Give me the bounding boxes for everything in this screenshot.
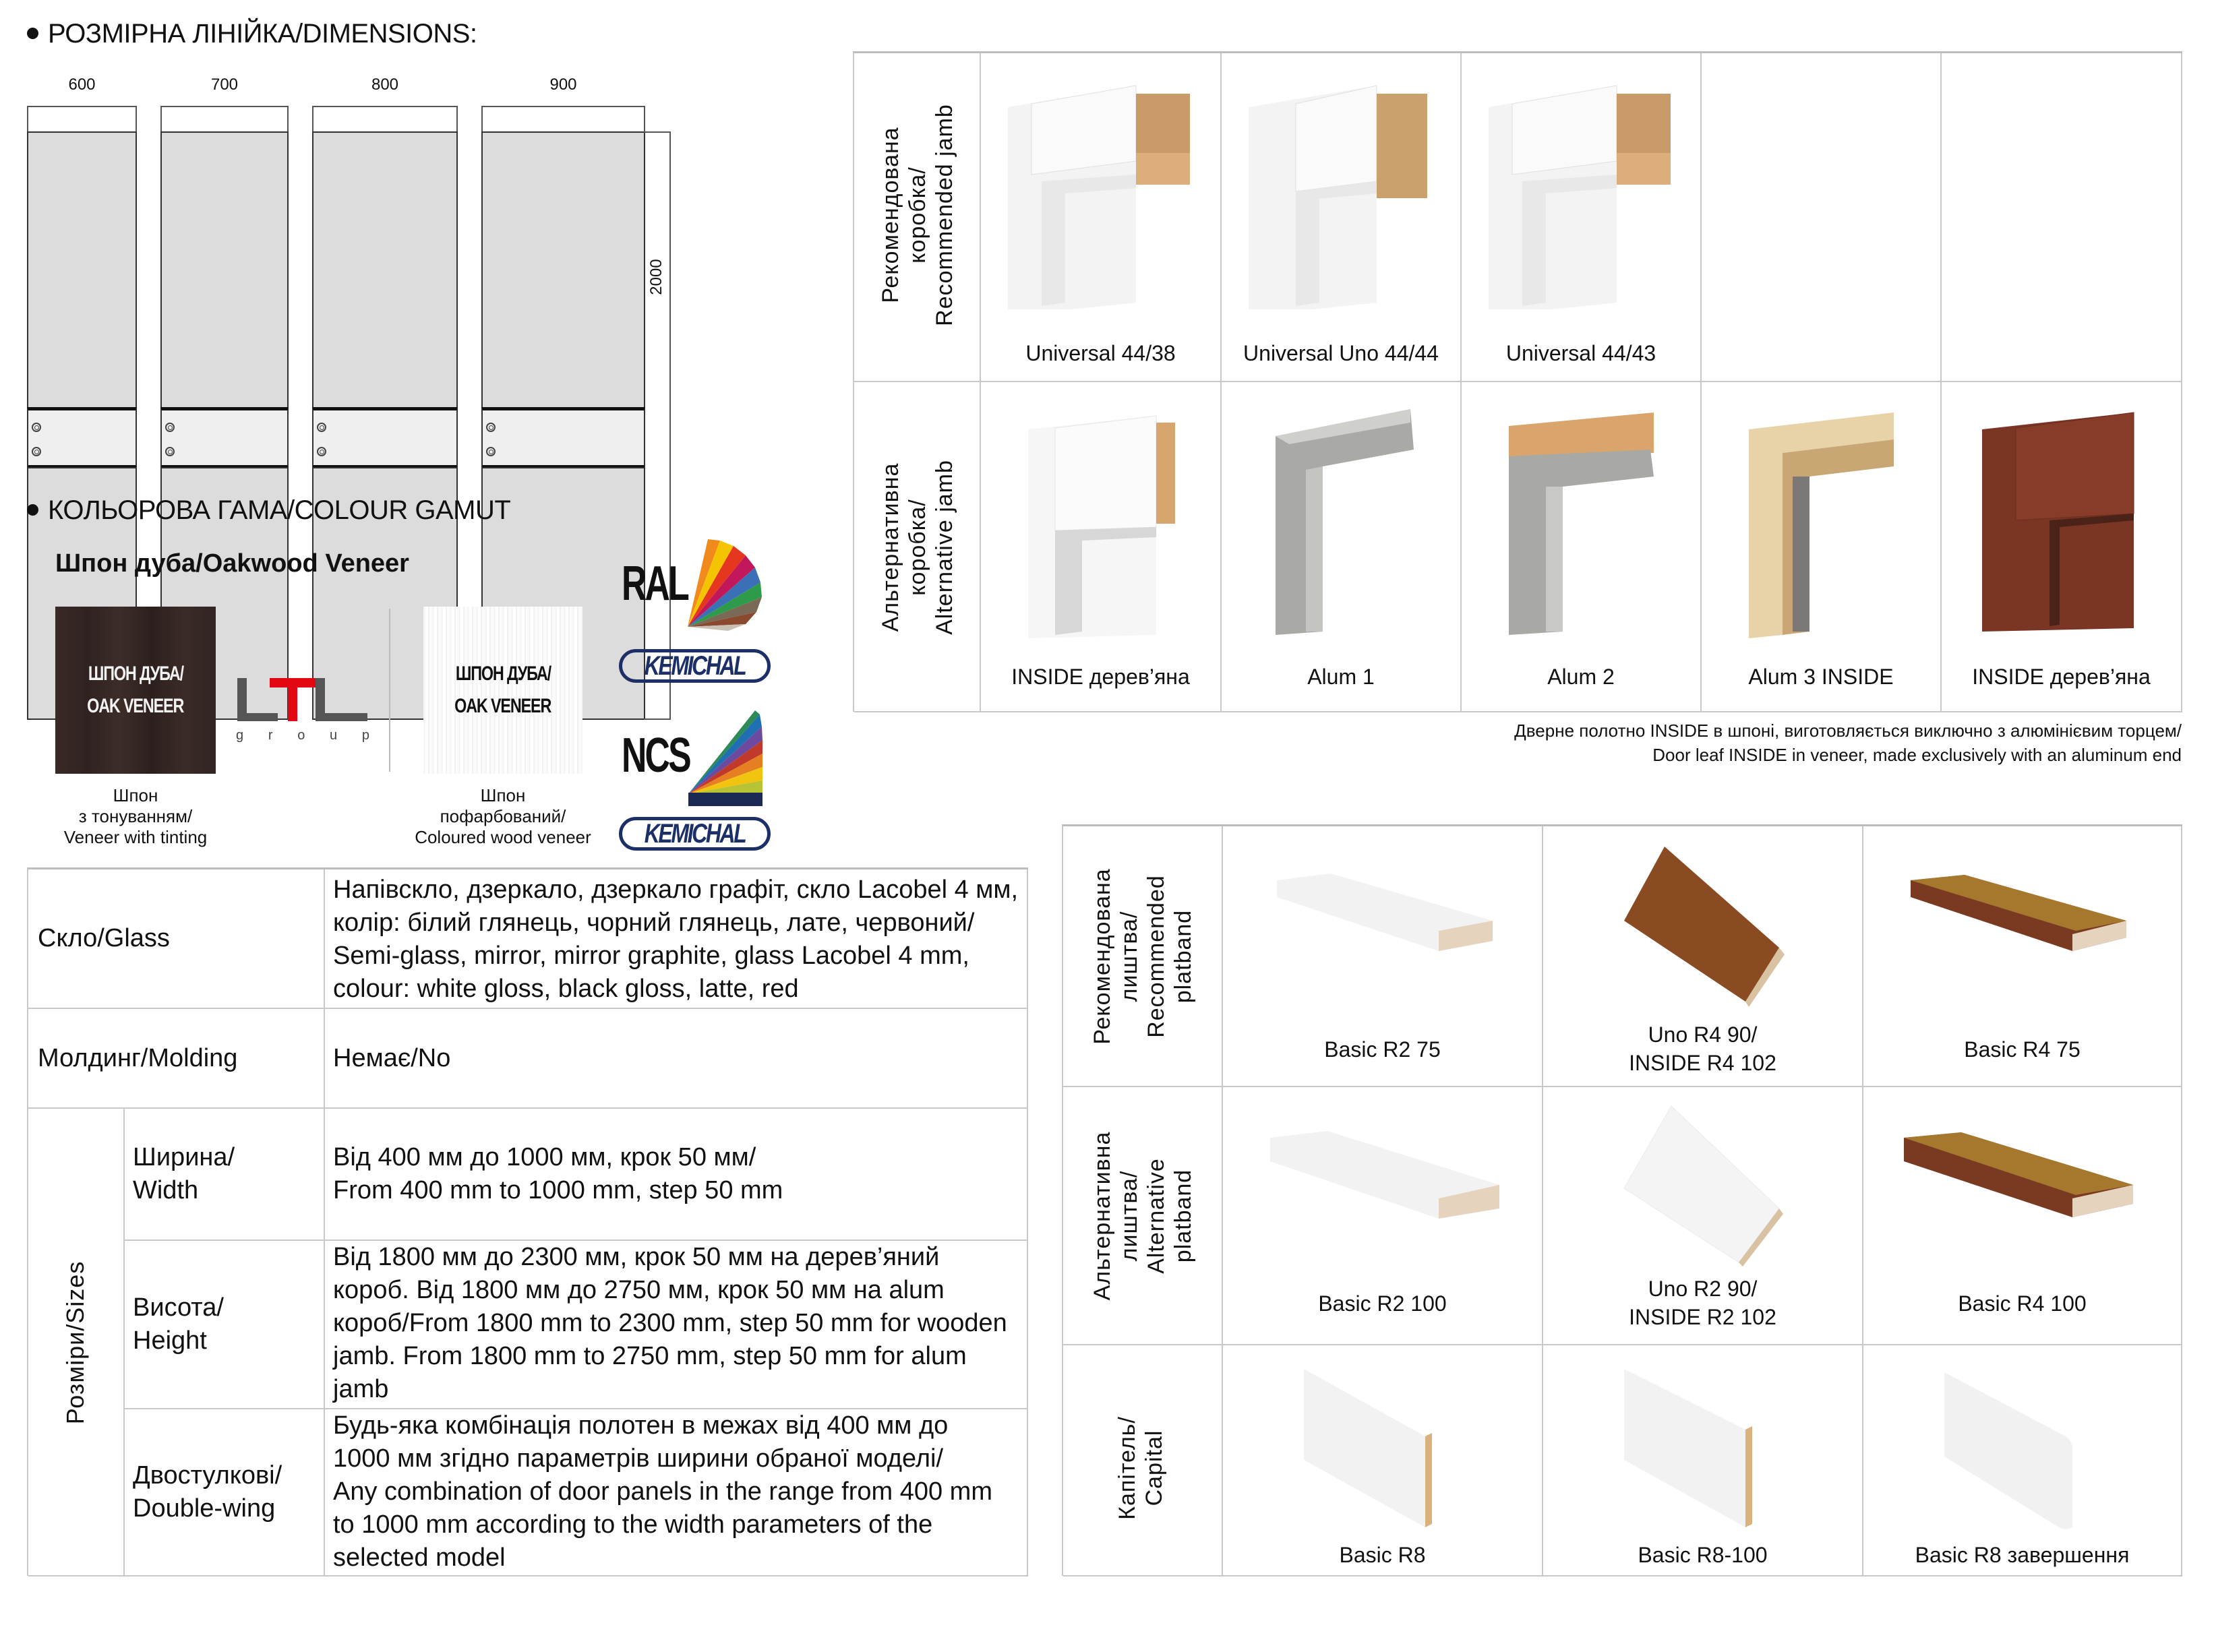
platband-basic-r2-75-image — [1270, 867, 1499, 961]
door-panel-upper — [481, 131, 645, 409]
platband-uno-r2-90-image — [1611, 1101, 1799, 1269]
height-dimension-line — [644, 131, 671, 720]
swatch-text-line1: ШПОН ДУБА/ — [455, 663, 551, 685]
caption-line: Шпон — [113, 785, 158, 805]
jamb-item-cell — [1942, 382, 2182, 712]
spec-label-cell — [28, 1009, 325, 1109]
jamb-footnote — [1514, 718, 2182, 767]
footnote-line: Дверне полотно INSIDE в шпоні, виготовляється виключно з алюмінієвим торцем/ — [1514, 721, 2182, 741]
door-width-label: 600 — [68, 75, 96, 94]
caption-line: пофарбований/ — [440, 806, 566, 826]
height-value-line: короб. Від 1800 мм до 2750 мм, крок 50 мм на alum — [333, 1276, 945, 1304]
label-line: Альтернативна — [1089, 1131, 1115, 1301]
width-value-line: Від 400 мм до 1000 мм, крок 50 мм/ — [333, 1143, 756, 1171]
height-value-line: Від 1800 мм до 2300 мм, крок 50 мм на дерев’яний — [333, 1243, 940, 1271]
glass-label: Скло/Glass — [38, 924, 170, 952]
door-frame-top — [312, 106, 458, 133]
door-panel-upper — [312, 131, 458, 409]
tinted-veneer-caption — [40, 785, 231, 848]
door-insert-band — [160, 407, 289, 468]
platband-item-label: Basic R2 75 — [1324, 1037, 1441, 1062]
label-line: коробка/ — [905, 499, 930, 596]
jamb-item-label: INSIDE дерев’яна — [1972, 665, 2151, 689]
ral-logo-text: RAL — [622, 557, 688, 611]
kemichal-logo — [619, 817, 771, 851]
jamb-item-cell — [1462, 53, 1702, 382]
label-line: Рекомендована — [878, 127, 903, 303]
door-height-label: 2000 — [647, 259, 665, 295]
dimensions-heading — [27, 19, 477, 49]
platband-table — [1062, 824, 2182, 1576]
label-line: INSIDE R2 102 — [1629, 1305, 1776, 1329]
door-width-label: 700 — [210, 75, 239, 94]
label-line: Капітель/ — [1114, 1416, 1140, 1520]
width-value-cell — [325, 1109, 1028, 1241]
capital-basic-r8-end-image — [1938, 1366, 2113, 1534]
door-insert-band — [481, 407, 645, 468]
door-insert-band — [27, 407, 137, 468]
jamb-item-cell — [1462, 382, 1702, 712]
jamb-item-cell — [981, 53, 1222, 382]
sizes-group-cell — [28, 1109, 125, 1577]
label-line: Uno R2 90/ — [1648, 1277, 1758, 1301]
jamb-item-cell — [981, 382, 1222, 712]
capital-label-cell — [1063, 1345, 1223, 1577]
screw-icon — [165, 423, 175, 432]
swatch-text-line2: OAK VENEER — [454, 695, 551, 717]
swatch-text-line1: ШПОН ДУБА/ — [88, 663, 183, 685]
caption-line: Шпон — [480, 785, 526, 805]
platband-item-cell — [1543, 826, 1863, 1087]
label-line: коробка/ — [905, 166, 930, 264]
platband-item-label — [1543, 1275, 1862, 1331]
door-frame-top — [160, 106, 289, 133]
label-line: лиштва/ — [1116, 1170, 1142, 1262]
glass-value-line: колір: білий глянець, чорний глянець, лате, червоний/ — [333, 909, 975, 937]
capital-basic-r8-100-image — [1617, 1362, 1793, 1531]
label-line: Альтернативна — [878, 462, 903, 632]
platband-item-label: Basic R2 100 — [1318, 1291, 1447, 1316]
molding-value-cell — [325, 1009, 1028, 1109]
platband-item-label: Basic R4 75 — [1964, 1037, 2081, 1062]
double-wing-value-line: Any combination of door panels in the range from 400 mm — [333, 1477, 992, 1506]
glass-value-line: Semi-glass, mirror, mirror graphite, glass Lacobel 4 mm, — [333, 942, 969, 970]
screw-icon — [317, 423, 326, 432]
colour-gamut-heading-text: КОЛЬОРОВА ГАМА/COLOUR GAMUT — [48, 495, 511, 525]
width-label-line: Ширина/ — [133, 1143, 235, 1171]
jamb-item-label: Alum 3 INSIDE — [1748, 665, 1894, 689]
label-line: INSIDE R4 102 — [1629, 1051, 1776, 1075]
kemichal-logo-text: KEMICHAL — [644, 650, 746, 681]
label-line: лиштва/ — [1116, 911, 1142, 1002]
ncs-logo-text: NCS — [622, 729, 690, 783]
capital-item-label: Basic R8 завершення — [1915, 1543, 2130, 1567]
coloured-veneer-swatch — [423, 607, 582, 774]
width-label-cell — [125, 1109, 325, 1241]
glass-value-cell — [325, 869, 1028, 1009]
capital-item-label: Basic R8 — [1339, 1543, 1426, 1567]
capital-item-cell — [1863, 1345, 2182, 1577]
height-label-cell — [125, 1241, 325, 1409]
coloured-veneer-caption — [405, 785, 601, 848]
ltl-group-subtext: g r o u p — [236, 728, 371, 743]
double-wing-label-cell — [125, 1409, 325, 1577]
jamb-item-label: Universal 44/43 — [1505, 341, 1656, 365]
door-frame-top — [27, 106, 137, 133]
label-line: Alternative — [1143, 1158, 1169, 1274]
spec-table — [27, 867, 1028, 1576]
glass-value-line: colour: white gloss, black gloss, latte, red — [333, 975, 799, 1003]
label-line: Recommended jamb — [932, 104, 957, 326]
bullet-icon — [27, 28, 38, 39]
height-value-line: jamb. From 1800 mm to 2750 mm, step 50 mm for alum — [333, 1342, 967, 1370]
swatch-text-line2: OAK VENEER — [87, 695, 184, 717]
jamb-universal-44-43-image — [1482, 80, 1671, 309]
veneer-subheading: Шпон дуба/Oakwood Veneer — [55, 549, 409, 578]
alternative-jamb-label-cell — [854, 382, 981, 712]
ral-colour-fan-icon — [681, 532, 769, 634]
platband-item-cell — [1223, 1087, 1543, 1345]
label-line: Alternative jamb — [932, 460, 957, 635]
door-width-label: 900 — [549, 75, 577, 94]
jamb-item-label: INSIDE дерев’яна — [1011, 665, 1190, 689]
jamb-universal-44-38-image — [1001, 80, 1190, 309]
door-frame-top — [481, 106, 645, 133]
door-panel-upper — [160, 131, 289, 409]
height-value-cell — [325, 1241, 1028, 1409]
jamb-inside-wooden-veneer-image — [1969, 402, 2151, 645]
label-line: platband — [1170, 1169, 1196, 1263]
footnote-line: Door leaf INSIDE in veneer, made exclusively with an aluminum end — [1652, 745, 2182, 765]
jamb-item-label: Universal 44/38 — [1025, 341, 1176, 365]
sizes-label: Розміри/Sizes — [61, 1260, 89, 1425]
molding-value: Немає/No — [333, 1043, 451, 1072]
dimensions-heading-text: РОЗМІРНА ЛІНІЙКА/DIMENSIONS: — [48, 19, 477, 49]
screw-icon — [486, 447, 496, 456]
screw-icon — [165, 447, 175, 456]
capital-item-cell — [1223, 1345, 1543, 1577]
capital-item-cell — [1543, 1345, 1863, 1577]
jamb-item-label: Alum 2 — [1547, 665, 1615, 689]
caption-line: Veneer with tinting — [63, 827, 208, 847]
jamb-item-cell — [1222, 382, 1462, 712]
jamb-universal-uno-44-44-image — [1242, 80, 1431, 309]
height-label-line: Висота/ — [133, 1293, 224, 1322]
jamb-inside-wooden-image — [1008, 402, 1190, 645]
jamb-item-label: Universal Uno 44/44 — [1243, 341, 1439, 365]
double-wing-value-cell — [325, 1409, 1028, 1577]
colour-gamut-heading — [27, 495, 510, 526]
jamb-alum-3-inside-image — [1729, 402, 1911, 645]
door-panel-upper — [27, 131, 137, 409]
ncs-colour-fan-icon — [684, 706, 769, 807]
jamb-item-label: Alum 1 — [1307, 665, 1375, 689]
caption-line: з тонуванням/ — [78, 806, 193, 826]
ltl-group-logo — [236, 674, 371, 755]
jamb-item-cell — [1702, 382, 1942, 712]
jamb-item-cell-empty — [1942, 53, 2182, 382]
platband-item-cell — [1863, 1087, 2182, 1345]
jamb-item-cell-empty — [1702, 53, 1942, 382]
height-label-line: Height — [133, 1326, 207, 1355]
height-value-line: короб/From 1800 mm to 2300 mm, step 50 mm for wooden — [333, 1309, 1007, 1337]
screw-icon — [317, 447, 326, 456]
label-line: Uno R4 90/ — [1648, 1022, 1758, 1047]
double-wing-value-line: selected model — [333, 1543, 506, 1572]
screw-icon — [486, 423, 496, 432]
screw-icon — [32, 423, 41, 432]
kemichal-logo-text: KEMICHAL — [644, 818, 746, 849]
label-line: Рекомендована — [1089, 868, 1115, 1045]
platband-basic-r2-100-image — [1263, 1124, 1506, 1232]
screw-icon — [32, 447, 41, 456]
height-value-line: jamb — [333, 1375, 389, 1403]
platband-item-label: Basic R4 100 — [1958, 1291, 2087, 1316]
recommended-platband-label — [1089, 815, 1197, 1098]
width-value-line: From 400 mm to 1000 mm, step 50 mm — [333, 1176, 783, 1204]
door-insert-band — [312, 407, 458, 468]
jamb-alum-2-image — [1489, 402, 1671, 645]
platband-basic-r4-75-image — [1904, 867, 2140, 968]
platband-item-cell — [1223, 826, 1543, 1087]
door-width-label: 800 — [371, 75, 399, 94]
platband-basic-r4-100-image — [1897, 1124, 2147, 1232]
kemichal-logo — [619, 649, 771, 683]
width-label-line: Width — [133, 1176, 199, 1204]
double-wing-value-line: Будь-яка комбінація полотен в межах від 400 мм до — [333, 1411, 949, 1440]
jamb-alum-1-image — [1249, 402, 1431, 645]
platband-uno-r4-90-image — [1611, 840, 1799, 1008]
label-line: Recommended — [1143, 875, 1169, 1038]
swatch-divider — [389, 609, 390, 772]
jamb-item-cell — [1222, 53, 1462, 382]
double-wing-label-line: Double-wing — [133, 1494, 276, 1523]
platband-item-cell — [1543, 1087, 1863, 1345]
jamb-table — [853, 51, 2182, 712]
alternative-platband-label — [1089, 1074, 1197, 1357]
platband-item-label — [1543, 1020, 1862, 1077]
double-wing-value-line: 1000 мм згідно параметрів ширини обраної моделі/ — [333, 1444, 944, 1473]
bullet-icon — [27, 504, 38, 516]
recommended-jamb-label-cell — [854, 53, 981, 382]
glass-value-line: Напівскло, дзеркало, дзеркало графіт, скло Lacobel 4 мм, — [333, 876, 1019, 904]
recommended-jamb-label — [877, 53, 958, 377]
platband-item-cell — [1863, 826, 2182, 1087]
double-wing-label-line: Двостулкові/ — [133, 1461, 282, 1490]
tinted-veneer-swatch — [55, 607, 216, 774]
alternative-platband-label-cell — [1063, 1087, 1223, 1345]
molding-label: Молдинг/Molding — [38, 1043, 238, 1072]
capital-label — [1114, 1370, 1168, 1566]
alternative-jamb-label — [877, 386, 958, 709]
label-line: platband — [1170, 909, 1196, 1004]
double-wing-value-line: to 1000 mm according to the width parameters of the — [333, 1510, 933, 1539]
recommended-platband-label-cell — [1063, 826, 1223, 1087]
spec-label-cell — [28, 869, 325, 1009]
label-line: Capital — [1141, 1430, 1167, 1506]
capital-basic-r8-image — [1297, 1362, 1472, 1531]
capital-item-label: Basic R8-100 — [1638, 1543, 1768, 1567]
caption-line: Coloured wood veneer — [415, 827, 591, 847]
